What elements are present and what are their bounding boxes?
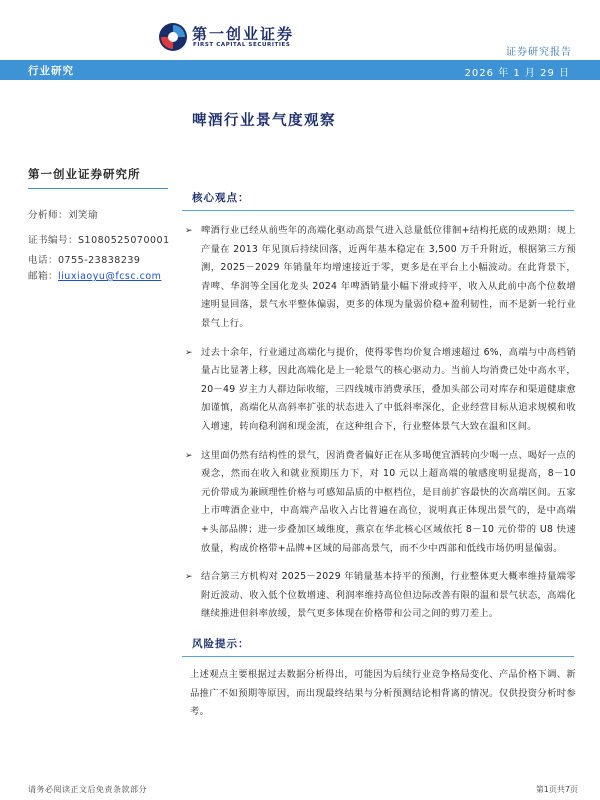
footer-disclaimer: 请务必阅读正文后免责条款部分 (28, 785, 147, 794)
bullet-text: 结合第三方机构对 2025－2029 年销量基本持平的预测，行业整体更大概率维持量端零附近波动、收入低个位数增速、利润率维持高位但边际改善有限的温和景气状态，高端化继续推进但斜率放缓，景气更多体现在价格带和公司之间的剪刀差上。 (201, 571, 576, 620)
header-bar (0, 60, 600, 80)
bullet-text: 过去十余年，行业通过高端化与提价，使得零售均价复合增速超过 6%，高端与中高档销量占比显著上移，因此高端化是上一轮景气的核心驱动力。当前人均消费已处中高水平，20－49 岁主力人群边际收缩，三四线城市消费承压，叠加头部公司对库存和渠道健康愈加谨慎，高端化从高斜率扩张的状态进入了中低斜率深化，企业经营目标从追求规模和收入增速，转向稳利润和现金流，在这种组合下，行业整体景气大致在温和区间。 (201, 346, 576, 432)
email-line (28, 268, 178, 282)
list-item (182, 222, 576, 334)
core-views-list (182, 222, 576, 624)
phone-value: 0755-23838239 (58, 255, 141, 266)
risk-divider (182, 656, 574, 657)
report-category: 行业研究 (28, 65, 74, 77)
logo-mark-icon (158, 22, 188, 52)
company-logo (158, 20, 308, 54)
core-views-heading: 核心观点： (192, 192, 250, 204)
sidebar-divider (28, 188, 168, 189)
arrow-bullet-icon: ➢ (185, 226, 193, 236)
email-link[interactable]: liuxiaoyu@fcsc.com (58, 271, 162, 282)
page-title: 啤酒行业景气度观察 (192, 113, 336, 129)
research-institute: 第一创业证券研究所 (28, 167, 141, 181)
report-date: 2026 年 1 月 29 日 (464, 68, 570, 79)
logo-name-cn: 第一创业证券 (192, 25, 295, 43)
analyst-line (28, 207, 178, 221)
risk-heading: 风险提示： (192, 638, 250, 650)
phone-label: 电话： (28, 255, 59, 266)
list-item (182, 344, 576, 437)
cert-label: 证书编号： (28, 235, 79, 246)
core-views-divider (182, 210, 574, 211)
email-label: 邮箱： (28, 271, 59, 282)
arrow-bullet-icon: ➢ (185, 572, 193, 583)
logo-name-en: FIRST CAPITAL SECURITIES (193, 42, 291, 48)
bullet-text: 啤酒行业已经从前些年的高端化驱动高景气进入总量低位徘徊+结构托底的成熟期：规上产量在 2013 年见顶后持续回落，近两年基本稳定在 3,500 万千升附近，根据第三方预测，2025－2029 年销量年均增速接近于零，更多是在平台上小幅波动。在此背景下，青啤、华润等全国化龙头 2024 年啤酒销量小幅下滑或持平，收入从此前中高个位数增速明显回落，景气水平整体偏弱，更多的体现为量弱价稳+盈利韧性，而不是新一轮行业景气上行。 (201, 225, 576, 329)
arrow-bullet-icon: ➢ (185, 450, 193, 461)
list-item (182, 568, 576, 624)
report-type: 证券研究报告 (506, 47, 572, 58)
cert-line (28, 232, 178, 246)
risk-text: 上述观点主要根据过去数据分析得出，可能因为后续行业竞争格局变化、产品价格下调、新品推广不如预期等原因，而出现最终结果与分析预测结论相背离的情况。仅供投资分析时参考。 (190, 669, 576, 718)
list-item (182, 447, 576, 559)
analyst-label: 分析师： (28, 210, 69, 221)
arrow-bullet-icon: ➢ (185, 347, 193, 358)
phone-line (28, 252, 178, 266)
cert-value: S1080525070001 (78, 235, 170, 246)
page-number: 第1页共7页 (535, 785, 578, 794)
analyst-name: 刘笑瑜 (68, 210, 99, 221)
bullet-text: 这里面仍然有结构性的景气，因消费者偏好正在从多喝便宜酒转向少喝一点、喝好一点的观念，然而在收入和就业预期压力下，对 10 元以上超高端的敏感度明显提高，8－10 元价带成为兼顾理性价格与可感知品质的中枢档位，是目前扩容最快的次高端区间。五家上市啤酒企业中，中高端产品收入占比普遍在高位，说明真正体现出景气的，是中高端+头部品牌；进一步叠加区域维度，燕京在华北核心区域依托 8－10 元价带的 U8 快速放量，构成价格带+品牌+区域的局部高景气，而不少中西部和低线市场仍明显偏弱。 (201, 449, 576, 554)
